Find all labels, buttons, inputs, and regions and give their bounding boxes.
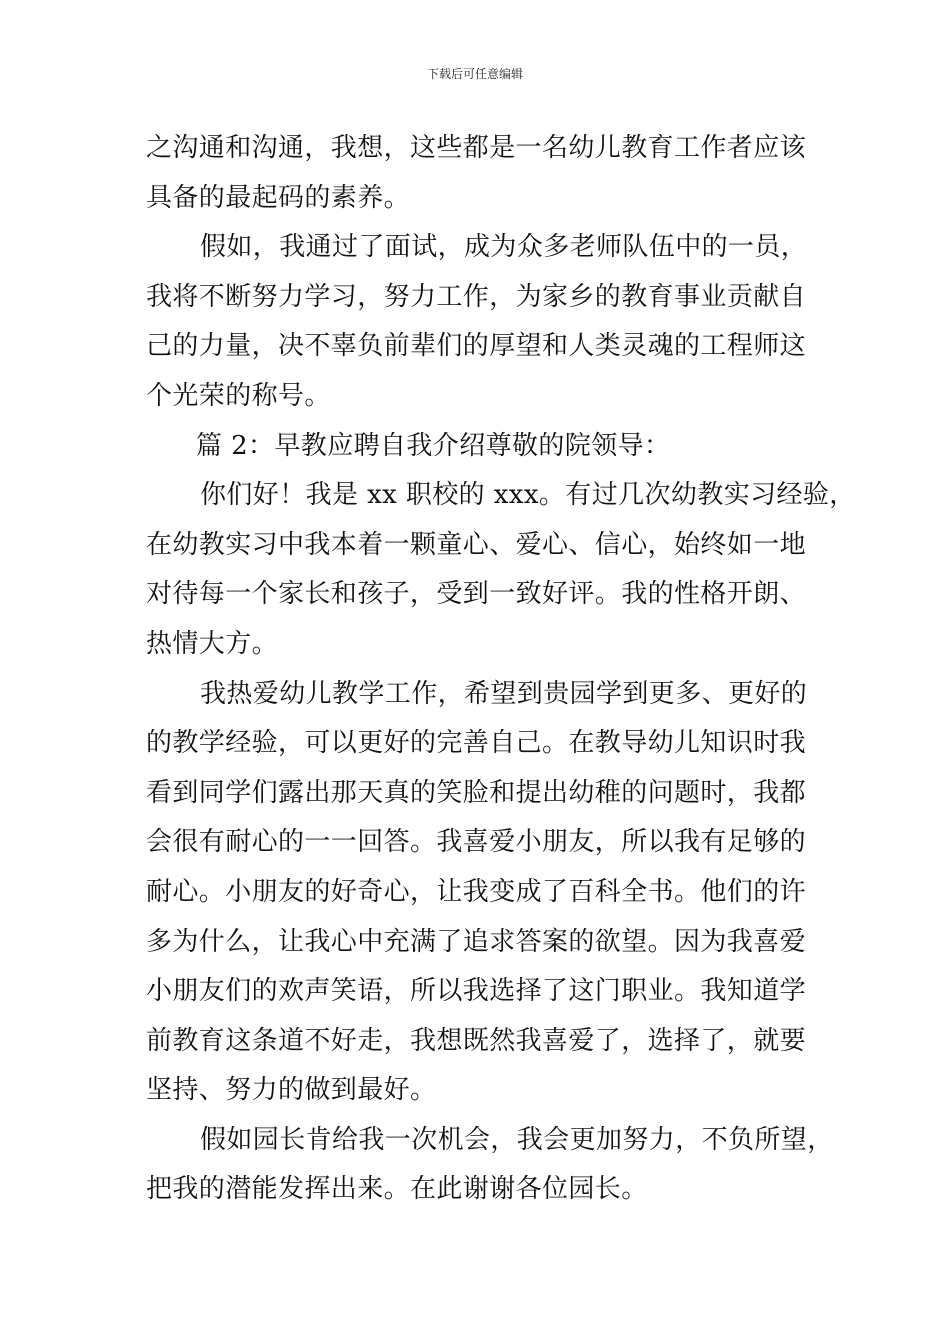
text-line: 我热爱幼儿教学工作，希望到贵园学到更多、更好的 <box>200 678 808 709</box>
text-line: 的教学经验，可以更好的完善自己。在教导幼儿知识时我 <box>146 728 807 759</box>
text-line: 会很有耐心的一一回答。我喜爱小朋友，所以我有足够的 <box>146 827 807 858</box>
text-line: 把我的潜能发挥出来。在此谢谢各位园长。 <box>146 1174 648 1205</box>
section-heading: 篇 2：早教应聘自我介绍尊敬的院领导： <box>196 430 671 461</box>
page-header: 下载后可任意编辑 <box>426 67 523 81</box>
text-line: 小朋友们的欢声笑语，所以我选择了这门职业。我知道学 <box>146 976 807 1007</box>
text-line: 个光荣的称号。 <box>146 380 331 411</box>
text-line: 假如园长肯给我一次机会，我会更加努力，不负所望， <box>200 1124 834 1155</box>
text-line: 多为什么，让我心中充满了追求答案的欲望。因为我喜爱 <box>146 926 807 957</box>
text-line: 坚持、努力的做到最好。 <box>146 1075 437 1106</box>
text-line: 对待每一个家长和孩子，受到一致好评。我的性格开朗、 <box>146 579 807 610</box>
text-line: 在幼教实习中我本着一颗童心、爱心、信心，始终如一地 <box>146 529 807 560</box>
text-line: 我将不断努力学习，努力工作，为家乡的教育事业贡献自 <box>146 281 807 312</box>
text-line: 看到同学们露出那天真的笑脸和提出幼稚的问题时，我都 <box>146 777 807 808</box>
text-line: 耐心。小朋友的好奇心，让我变成了百科全书。他们的许 <box>146 876 807 907</box>
text-line: 具备的最起码的素养。 <box>146 182 411 213</box>
text-line: 你们好！我是 xx 职校的 xxx。有过几次幼教实习经验， <box>200 480 856 511</box>
text-line: 假如，我通过了面试，成为众多老师队伍中的一员， <box>200 232 808 263</box>
text-line: 己的力量，决不辜负前辈们的厚望和人类灵魂的工程师这 <box>146 331 807 362</box>
document-body <box>146 124 856 1215</box>
text-line: 前教育这条道不好走，我想既然我喜爱了，选择了，就要 <box>146 1025 807 1056</box>
text-line: 之沟通和沟通，我想，这些都是一名幼儿教育工作者应该 <box>146 133 807 163</box>
text-line: 热情大方。 <box>146 628 279 659</box>
